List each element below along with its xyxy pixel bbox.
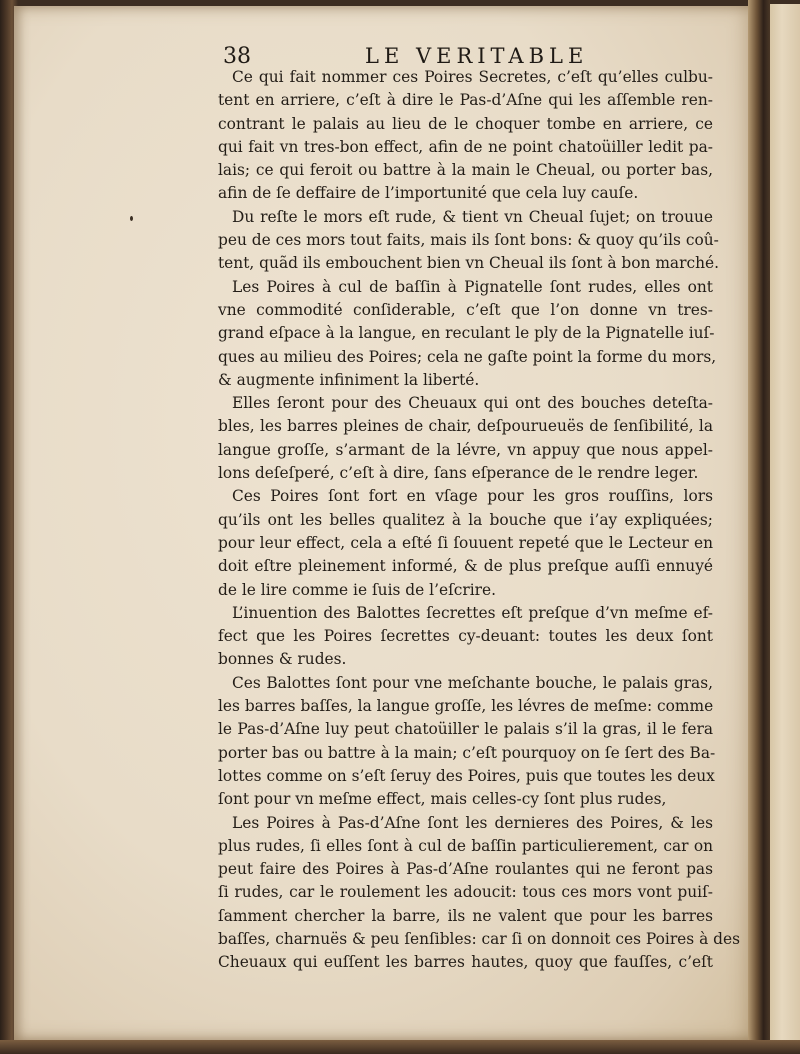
text-line: qu’ils ont les belles qualitez à la bouche que i’ay expliquées; [218,510,713,529]
running-title: LE VERITABLE [365,44,589,68]
text-line: Les Poires à Pas-d’Aſne ſont les dernieres des Poires, & les [232,813,713,832]
text-line: baſſes, charnuës & peu ſenſibles: car ſi on donnoit ces Poires à des [218,929,741,948]
text-line: tent, quãd ils embouchent bien vn Cheual ils ſont à bon marché. [218,254,719,273]
text-line: doit eſtre pleinement informé, & de plus preſque auſſi ennuyé [218,557,713,576]
book-bottom-edge [0,1040,800,1054]
text-line: ſamment chercher la barre, ils ne valent que pour les barres [218,906,713,925]
text-line: bles, les barres pleines de chair, deſpourueuës de ſenſibilité, la [218,417,713,436]
text-line: de le lire comme ie ſuis de l’eſcrire. [218,580,497,599]
text-line: porter bas ou battre à la main; c’eſt pourquoy on ſe ſert des Ba- [218,743,716,762]
text-line: plus rudes, ſi elles ſont à cul de baſſin particulierement, car on [218,836,713,855]
text-line: Ce qui fait nommer ces Poires Secretes, c’eſt qu’elles culbu- [232,68,713,86]
text-line: lons deſeſperé, c’eſt à dire, ſans eſperance de le rendre leger. [218,464,699,483]
text-line: Cheuaux qui euſſent les barres hautes, quoy que fauſſes, c’eſt [218,953,713,972]
text-line: grand eſpace à la langue, en reculant le ply de la Pignatelle iuſ- [218,324,715,343]
text-line: qui fait vn tres-bon effect, afin de ne point chatoüiller ledit pa- [218,137,713,156]
text-line: Ces Balottes ſont pour vne meſchante bouche, le palais gras, [232,673,713,692]
text-line: peut faire des Poires à Pas-d’Aſne roulantes qui ne feront pas [218,860,713,879]
text-line: ques au milieu des Poires; cela ne gaſte point la forme du mors, [218,347,717,366]
text-line: les barres baſſes, la langue groſſe, les lévres de meſme: comme [218,697,714,716]
text-line: lottes comme on s’eſt ſeruy des Poires, puis que toutes les deux [218,766,715,785]
text-line: L’inuention des Balottes ſecrettes eſt preſque d’vn meſme ef- [232,603,713,622]
ink-speck [130,216,133,221]
text-line: Les Poires à cul de baſſin à Pignatelle ſont rudes, elles ont [232,277,713,296]
text-line: peu de ces mors tout faits, mais ils ſont bons: & quoy qu’ils coû- [218,231,719,250]
text-line: vne commodité conſiderable, c’eſt que l’on donne vn tres- [218,300,713,319]
facing-page-edge [770,4,800,1044]
page-number: 38 [223,44,251,69]
text-line: ſi rudes, car le roulement les adoucit: tous ces mors vont puiſ- [218,883,713,902]
text-line: langue groſſe, s’armant de la lévre, vn appuy que nous appel- [218,440,713,459]
text-line: fect que les Poires ſecrettes cy-deuant: toutes les deux ſont [218,627,713,646]
text-line: & augmente infiniment la liberté. [218,370,480,389]
book-gutter [748,0,770,1054]
text-line: bonnes & rudes. [218,650,347,669]
text-line: afin de ſe deffaire de l’importunité que cela luy cauſe. [218,184,639,203]
text-line: le Pas-d’Aſne luy peut chatoüiller le palais s’il la gras, il le fera [218,720,713,739]
text-line: tent en arriere, c’eſt à dire le Pas-d’Aſne qui les aſſemble ren- [218,91,713,110]
text-line: Elles ſeront pour des Cheuaux qui ont des bouches deteſta- [232,394,713,413]
body-text [218,66,741,975]
text-line: ſont pour vn meſme effect, mais celles-cy ſont plus rudes, [218,790,667,809]
text-line: pour leur effect, cela a eſté ſi ſouuent repeté que le Lecteur en [218,533,713,552]
text-line: Ces Poires ſont fort en vſage pour les gros rouſſins, lors [232,487,713,506]
text-line: Du reſte le mors eſt rude, & tient vn Cheual ſujet; on trouue [232,207,713,226]
text-line: lais; ce qui feroit ou battre à la main le Cheual, ou porter bas, [218,161,713,180]
text-line: contrant le palais au lieu de le choquer tombe en arriere, ce [218,114,713,133]
